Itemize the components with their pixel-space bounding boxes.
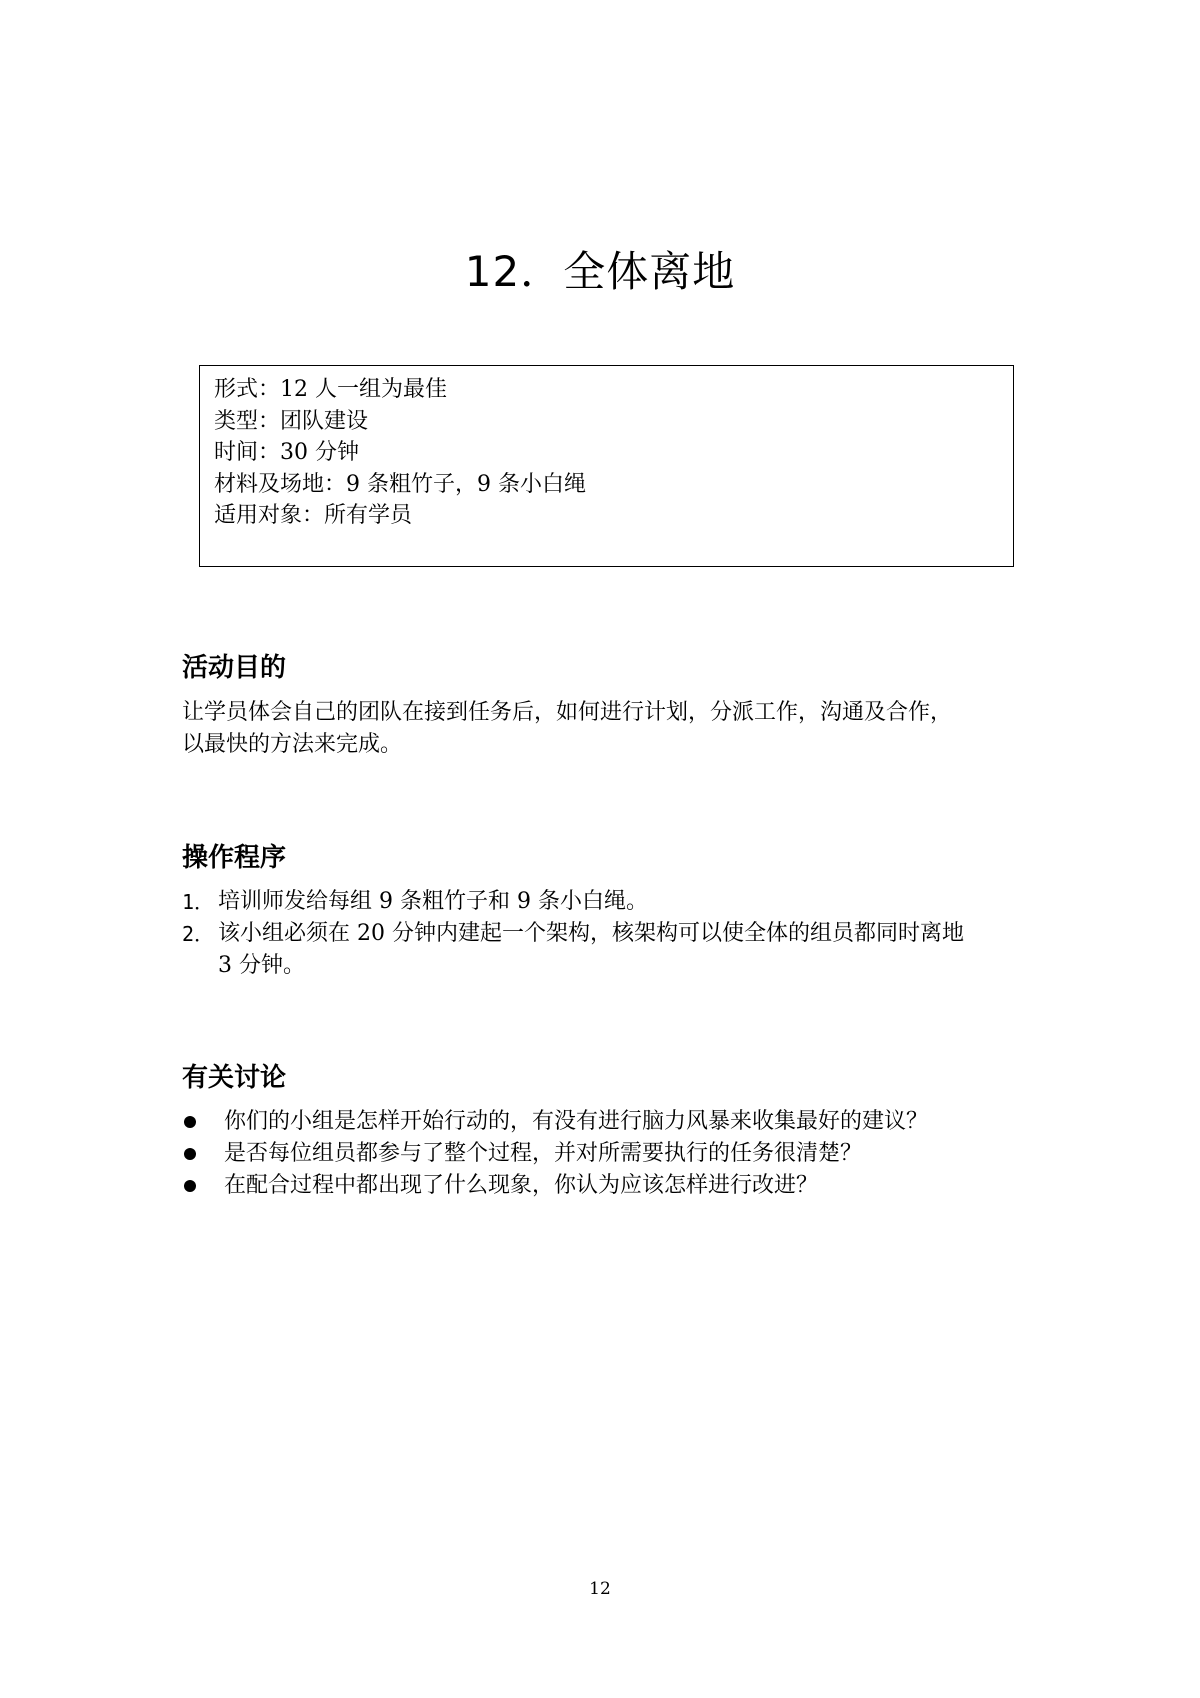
discussion-text: 在配合过程中都出现了什么现象，你认为应该怎样进行改进？ — [224, 1173, 819, 1198]
bullet-icon — [182, 1138, 224, 1170]
step-number: 2． — [182, 922, 215, 946]
info-type: 类型：团队建设 — [214, 408, 369, 434]
procedure-heading: 操作程序 — [182, 843, 287, 873]
page-title: 12．全体离地 — [464, 247, 736, 296]
page-number: 12 — [589, 1579, 611, 1599]
procedure-list — [182, 886, 1022, 982]
step-line: 该小组必须在 20 分钟内建起一个架构，核架构可以使全体的组员都同时离地 — [218, 921, 964, 946]
activity-info-box — [199, 365, 1014, 567]
purpose-line: 以最快的方法来完成。 — [182, 732, 403, 757]
info-format: 形式：12 人一组为最佳 — [214, 377, 447, 402]
procedure-step — [182, 886, 1022, 918]
info-audience: 适用对象：所有学员 — [214, 503, 413, 528]
info-time: 时间：30 分钟 — [214, 440, 359, 465]
discussion-item — [182, 1170, 1022, 1202]
discussion-item — [182, 1138, 1022, 1170]
discussion-text: 你们的小组是怎样开始行动的，有没有进行脑力风暴来收集最好的建议？ — [224, 1109, 929, 1134]
discussion-list — [182, 1106, 1022, 1202]
discussion-item — [182, 1106, 1022, 1138]
purpose-paragraph — [182, 697, 1022, 761]
info-materials: 材料及场地：9 条粗竹子，9 条小白绳 — [214, 471, 586, 497]
step-text — [218, 886, 1022, 918]
purpose-heading: 活动目的 — [182, 653, 287, 683]
step-number: 1． — [182, 890, 215, 914]
step-line: 3 分钟。 — [218, 953, 305, 978]
discussion-heading: 有关讨论 — [182, 1063, 287, 1093]
discussion-text: 是否每位组员都参与了整个过程，并对所需要执行的任务很清楚？ — [224, 1141, 863, 1166]
bullet-icon — [182, 1106, 224, 1138]
step-line: 培训师发给每组 9 条粗竹子和 9 条小白绳。 — [218, 889, 648, 914]
bullet-icon — [182, 1170, 224, 1202]
step-text — [218, 918, 1022, 982]
procedure-step — [182, 918, 1022, 982]
purpose-line: 让学员体会自己的团队在接到任务后，如何进行计划，分派工作，沟通及合作， — [182, 700, 953, 725]
